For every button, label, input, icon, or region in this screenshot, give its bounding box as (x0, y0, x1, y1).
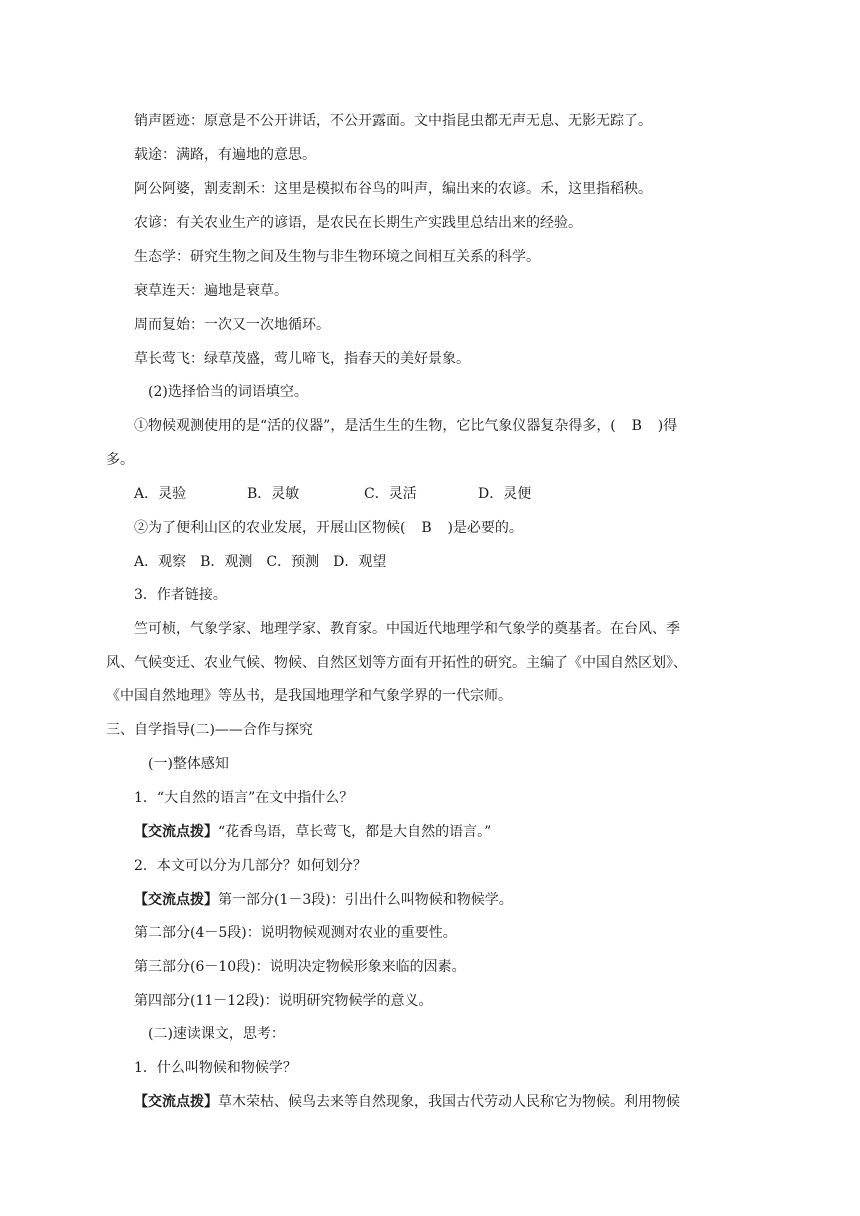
option-c: C．灵活 (364, 486, 417, 502)
question-continuation: 多。 (106, 452, 134, 468)
option-b: B．灵敏 (247, 486, 300, 502)
option-d: D．灵便 (478, 486, 532, 502)
question-line (134, 518, 523, 538)
option-a: A．灵验 (134, 486, 187, 502)
definition-line: 生态学：研究生物之间及生物与非生物环境之间相互关系的科学。 (134, 249, 540, 265)
question-item: 2．本文可以分为几部分？如何划分？ (134, 858, 367, 874)
definition-line: 销声匿迹：原意是不公开讲话，不公开露面。文中指昆虫都无声无息、无影无踪了。 (134, 113, 652, 129)
subsection-heading: (二)速读课文，思考： (148, 1026, 285, 1042)
question-text-end: )得 (657, 418, 678, 434)
answer-tag: 【交流点拨】 (134, 1094, 218, 1110)
definition-line: 农谚：有关农业生产的谚语，是农民在长期生产实践里总结出来的经验。 (134, 215, 582, 231)
answer-letter: B (631, 418, 642, 434)
answer-tag: 【交流点拨】 (134, 892, 218, 908)
section-item: 3．作者链接。 (134, 587, 227, 603)
question-text: ①物候观测使用的是“活的仪器”，是活生生的生物，它比气象仪器复杂得多，( (134, 418, 616, 434)
answer-text: “花香鸟语，草长莺飞，都是大自然的语言。” (218, 824, 492, 840)
answer-line (134, 890, 513, 910)
answer-text: 草木荣枯、候鸟去来等自然现象，我国古代劳动人民称它为物候。利用物候 (218, 1094, 680, 1110)
options-line: A．观察 B．观测 C．预测 D．观望 (134, 554, 387, 570)
author-paragraph-line: 《中国自然地理》等丛书，是我国地理学和气象学界的一代宗师。 (106, 688, 512, 704)
section-heading: 三、自学指导(二)——合作与探究 (106, 722, 313, 738)
answer-tag: 【交流点拨】 (134, 824, 218, 840)
definition-line: 衰草连天：遍地是衰草。 (134, 283, 288, 299)
exercise-heading: (2)选择恰当的词语填空。 (148, 384, 308, 400)
answer-text: 第一部分(1－3段)：引出什么叫物候和物候学。 (218, 892, 513, 908)
author-paragraph-line: 风、气候变迁、农业气候、物候、自然区划等方面有开拓性的研究。主编了《中国自然区划》、 (106, 655, 687, 671)
part-line: 第三部分(6－10段)：说明决定物候形象来临的因素。 (134, 959, 466, 975)
options-line (134, 484, 531, 504)
definition-line: 草长莺飞：绿草茂盛，莺儿啼飞，指春天的美好景象。 (134, 351, 470, 367)
definition-line: 周而复始：一次又一次地循环。 (134, 317, 330, 333)
definition-line: 阿公阿婆，割麦割禾：这里是模拟布谷鸟的叫声，编出来的农谚。禾，这里指稻秧。 (134, 181, 652, 197)
subsection-heading: (一)整体感知 (148, 756, 229, 772)
part-line: 第四部分(11－12段)：说明研究物候学的意义。 (134, 993, 433, 1009)
question-text: ②为了便利山区的农业发展，开展山区物候( (134, 520, 406, 536)
answer-line (134, 822, 491, 842)
question-line (134, 416, 677, 436)
author-paragraph-line: 竺可桢，气象学家、地理学家、教育家。中国近代地理学和气象学的奠基者。在台风、季 (134, 621, 680, 637)
part-line: 第二部分(4－5段)：说明物候观测对农业的重要性。 (134, 925, 457, 941)
definition-line: 载途：满路，有遍地的意思。 (134, 147, 316, 163)
question-item: 1．什么叫物候和物候学？ (134, 1060, 297, 1076)
question-text-end: )是必要的。 (447, 520, 523, 536)
answer-line (134, 1092, 680, 1112)
answer-letter: B (421, 520, 432, 536)
question-item: 1．“大自然的语言”在文中指什么？ (134, 790, 354, 806)
